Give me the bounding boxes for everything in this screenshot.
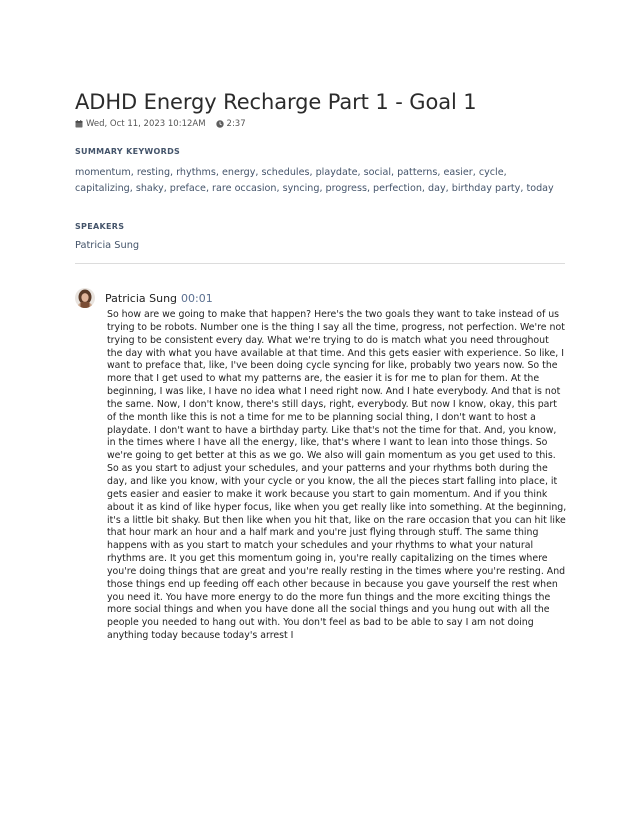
page-title: ADHD Energy Recharge Part 1 - Goal 1 (75, 90, 477, 114)
section-divider (75, 263, 565, 264)
meta-row (75, 119, 246, 129)
speakers-heading: SPEAKERS (75, 222, 125, 231)
duration-item (216, 119, 246, 129)
summary-keywords: momentum, resting, rhythms, energy, schedules, playdate, social, patterns, easier, cycle, capitalizing, shaky, preface, rare occasion, syncing, progress, perfection, day, birthday party, today (75, 167, 554, 194)
speaker-avatar (75, 288, 95, 308)
avatar-image (75, 288, 95, 308)
summary-keywords-heading: SUMMARY KEYWORDS (75, 147, 181, 156)
calendar-icon (75, 120, 83, 128)
speakers-list: Patricia Sung (75, 240, 140, 251)
recording-duration: 2:37 (226, 119, 246, 129)
recording-date: Wed, Oct 11, 2023 10:12AM (86, 119, 206, 129)
transcript-text: So how are we going to make that happen? Here's the two goals they want to take instead of us trying to be robots. Number one is the thing I say all the time, progress, not perfection. We're not trying to be consistent every day. What we're trying to do is match what you need throughout the day with what you have available at that time. And this gets easier with experience. So like, I want to preface that, like, I've been doing cycle syncing for like, probably two years now. So the more that I get used to what my patterns are, the easier it is for me to plan for them. At the beginning, I was like, I have no idea what I need right now. And I hate everybody. And that is not the same. Now, I don't know, there's still days, right, everybody. But now I know, okay, this part of the month like this is not a time for me to be planning social thing, I don't want to host a playdate. I don't want to have a birthday party. Like that's not the time for that. And, you know, in the times where I have all the energy, like, that's where I want to lean into those things. So we're going to get better at this as we go. We also will gain momentum as you get used to this. So as you start to adjust your schedules, and your patterns and your rhythms both during the day, and like you know, with your cycle or you know, the all the pieces start falling into place, it gets easier and easier to make it work because you start to gain momentum. And if you think about it as kind of like hyper focus, like when you get really like into something. At the beginning, it's a little bit shaky. But then like when you hit that, like on the rare occasion that you can hit like that hour mark an hour and a half mark and you're just flying through stuff. The same thing happens with as you start to match your schedules and your rhythms to what your natural rhythms are. It you get this momentum going in, you're really capitalizing on the times where you're doing things that are great and you're really resting in the times where you're resting. And those things end up feeding off each other because in because you gave yourself the rest when you need it. You have more energy to do the more fun things and the more exciting things the more social things and when you have done all the social things and you hung out with all the people you needed to hang out with. You don't feel as bad to be able to say I am not doing anything today because today's arrest I (107, 309, 567, 642)
date-item (75, 119, 206, 129)
segment-speaker-name: Patricia Sung (105, 292, 178, 305)
clock-icon (216, 120, 224, 128)
segment-timestamp[interactable]: 00:01 (181, 292, 213, 305)
segment-header (105, 292, 213, 305)
